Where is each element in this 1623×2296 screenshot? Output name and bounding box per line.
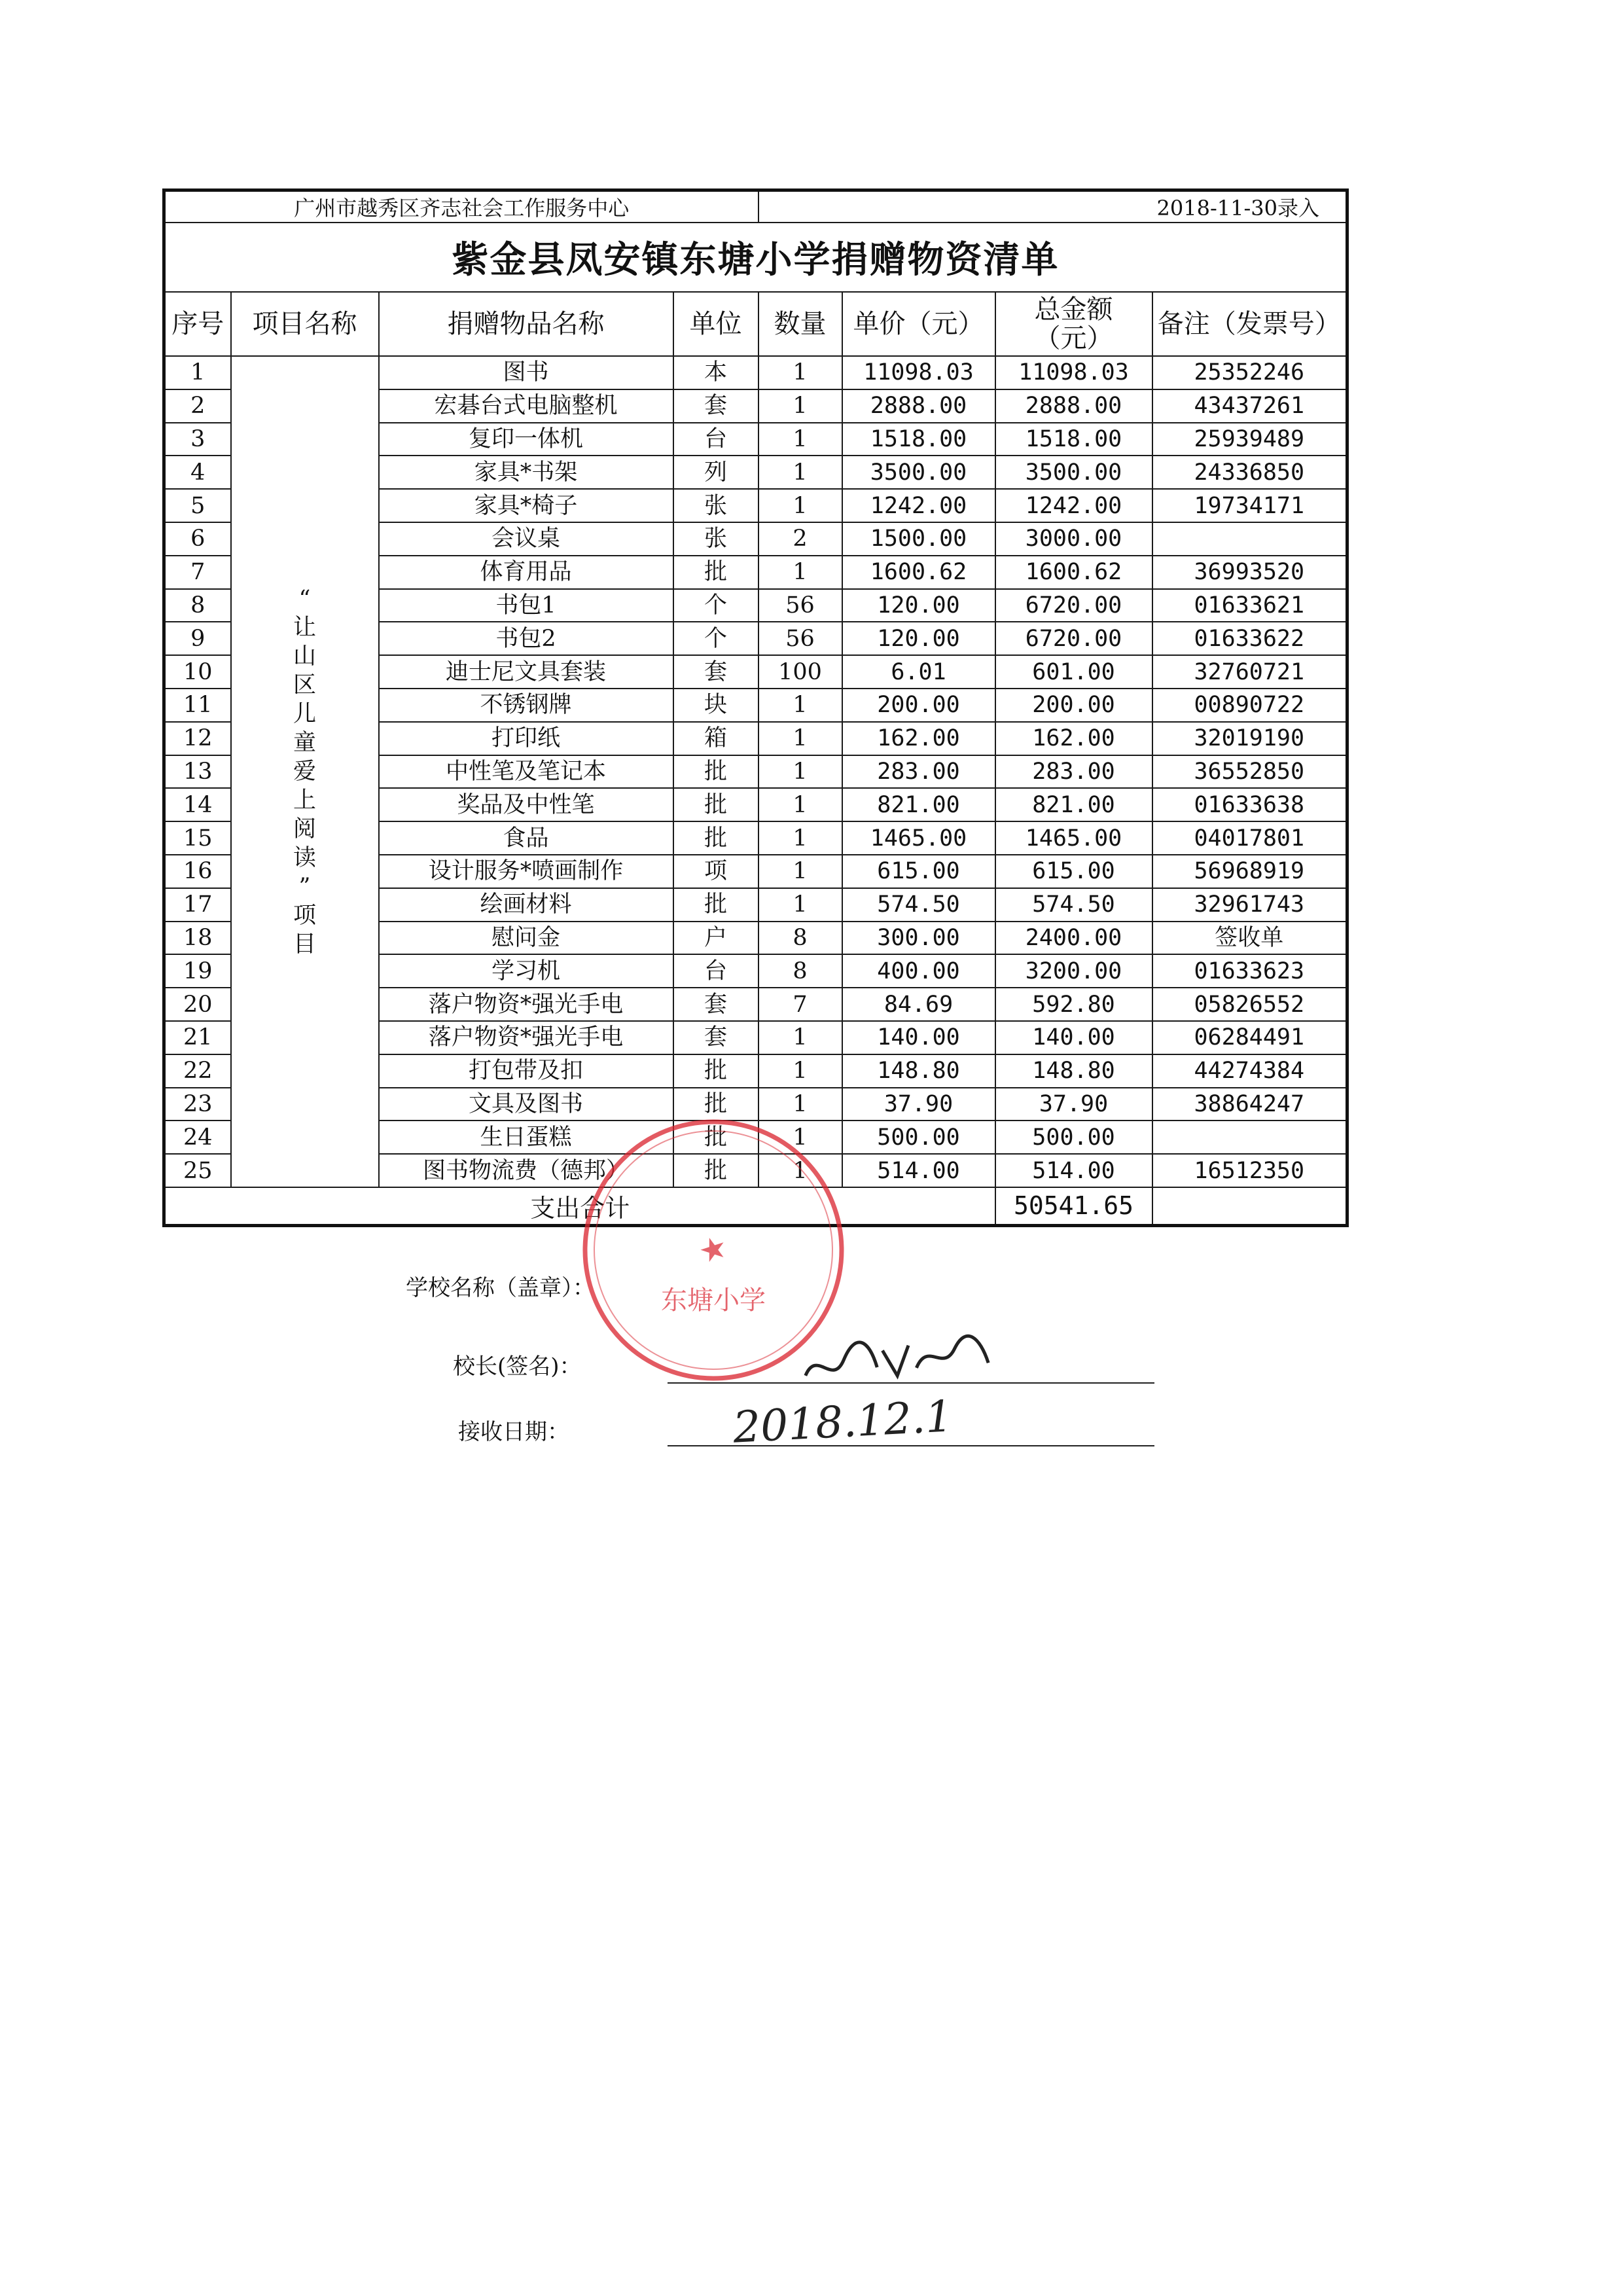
cell-item: 中性笔及笔记本 bbox=[379, 755, 673, 789]
svg-text:★: ★ bbox=[694, 1227, 732, 1272]
cell-total: 500.00 bbox=[995, 1121, 1152, 1154]
project-name-char: 项 bbox=[293, 902, 316, 929]
cell-qty: 1 bbox=[758, 1154, 842, 1187]
cell-price: 148.80 bbox=[842, 1054, 995, 1088]
cell-price: 283.00 bbox=[842, 755, 995, 789]
col-header-total: 总金额（元） bbox=[995, 292, 1152, 356]
cell-item: 奖品及中性笔 bbox=[379, 788, 673, 821]
cell-total: 514.00 bbox=[995, 1154, 1152, 1187]
cell-unit: 批 bbox=[673, 1154, 758, 1187]
cell-unit: 批 bbox=[673, 788, 758, 821]
cell-qty: 1 bbox=[758, 356, 842, 389]
organization-name: 广州市越秀区齐志社会工作服务中心 bbox=[164, 190, 758, 223]
cell-qty: 1 bbox=[758, 1021, 842, 1054]
cell-no: 2 bbox=[164, 389, 231, 423]
cell-qty: 1 bbox=[758, 821, 842, 855]
cell-note: 01633621 bbox=[1152, 589, 1347, 622]
cell-total: 162.00 bbox=[995, 722, 1152, 755]
cell-note: 32961743 bbox=[1152, 888, 1347, 922]
cell-qty: 1 bbox=[758, 1054, 842, 1088]
cell-price: 1600.62 bbox=[842, 556, 995, 589]
cell-total: 1465.00 bbox=[995, 821, 1152, 855]
cell-unit: 箱 bbox=[673, 722, 758, 755]
cell-unit: 套 bbox=[673, 389, 758, 423]
cell-note: 05826552 bbox=[1152, 988, 1347, 1021]
cell-no: 16 bbox=[164, 855, 231, 888]
cell-no: 5 bbox=[164, 489, 231, 522]
cell-note: 44274384 bbox=[1152, 1054, 1347, 1088]
cell-price: 300.00 bbox=[842, 922, 995, 955]
project-name-char: 阅 bbox=[293, 816, 316, 842]
cell-unit: 套 bbox=[673, 655, 758, 689]
cell-total: 601.00 bbox=[995, 655, 1152, 689]
receive-date-handwritten: 2018.12.1 bbox=[732, 1391, 954, 1453]
donation-list-form bbox=[162, 188, 1346, 1227]
cell-item: 学习机 bbox=[379, 954, 673, 988]
project-name-char: 区 bbox=[293, 672, 316, 698]
cell-no: 8 bbox=[164, 589, 231, 622]
cell-price: 37.90 bbox=[842, 1088, 995, 1121]
cell-item: 迪士尼文具套装 bbox=[379, 655, 673, 689]
cell-item: 文具及图书 bbox=[379, 1088, 673, 1121]
cell-total: 3500.00 bbox=[995, 456, 1152, 489]
principal-signature-label: 校长(签名)： bbox=[453, 1354, 582, 1380]
cell-total: 574.50 bbox=[995, 888, 1152, 922]
cell-no: 10 bbox=[164, 655, 231, 689]
project-name-char: ” bbox=[298, 873, 311, 900]
cell-no: 1 bbox=[164, 356, 231, 389]
cell-unit: 张 bbox=[673, 522, 758, 556]
cell-unit: 批 bbox=[673, 1088, 758, 1121]
cell-item: 家具*椅子 bbox=[379, 489, 673, 522]
cell-qty: 1 bbox=[758, 788, 842, 821]
cell-qty: 1 bbox=[758, 755, 842, 789]
cell-item: 落户物资*强光手电 bbox=[379, 988, 673, 1021]
cell-no: 12 bbox=[164, 722, 231, 755]
cell-unit: 列 bbox=[673, 456, 758, 489]
col-header-unit: 单位 bbox=[673, 292, 758, 356]
cell-item: 绘画材料 bbox=[379, 888, 673, 922]
cell-unit: 个 bbox=[673, 622, 758, 655]
cell-qty: 1 bbox=[758, 689, 842, 722]
cell-price: 84.69 bbox=[842, 988, 995, 1021]
cell-price: 615.00 bbox=[842, 855, 995, 888]
total-note bbox=[1152, 1187, 1347, 1226]
cell-qty: 1 bbox=[758, 423, 842, 456]
cell-unit: 张 bbox=[673, 489, 758, 522]
entry-date: 2018-11-30录入 bbox=[758, 190, 1347, 223]
cell-item: 体育用品 bbox=[379, 556, 673, 589]
cell-total: 6720.00 bbox=[995, 589, 1152, 622]
cell-no: 25 bbox=[164, 1154, 231, 1187]
cell-unit: 台 bbox=[673, 423, 758, 456]
cell-total: 615.00 bbox=[995, 855, 1152, 888]
cell-item: 书包2 bbox=[379, 622, 673, 655]
cell-unit: 批 bbox=[673, 1054, 758, 1088]
project-name-char: 上 bbox=[293, 787, 316, 814]
cell-note: 签收单 bbox=[1152, 922, 1347, 955]
cell-price: 1242.00 bbox=[842, 489, 995, 522]
cell-qty: 1 bbox=[758, 855, 842, 888]
cell-total: 148.80 bbox=[995, 1054, 1152, 1088]
col-header-price: 单价（元） bbox=[842, 292, 995, 356]
cell-price: 400.00 bbox=[842, 954, 995, 988]
cell-no: 23 bbox=[164, 1088, 231, 1121]
cell-no: 24 bbox=[164, 1121, 231, 1154]
cell-price: 2888.00 bbox=[842, 389, 995, 423]
col-header-no: 序号 bbox=[164, 292, 231, 356]
cell-note: 04017801 bbox=[1152, 821, 1347, 855]
cell-item: 家具*书架 bbox=[379, 456, 673, 489]
cell-price: 120.00 bbox=[842, 622, 995, 655]
cell-no: 6 bbox=[164, 522, 231, 556]
cell-total: 1242.00 bbox=[995, 489, 1152, 522]
document-title: 紫金县凤安镇东塘小学捐赠物资清单 bbox=[164, 223, 1347, 292]
cell-note: 32760721 bbox=[1152, 655, 1347, 689]
cell-item: 打印纸 bbox=[379, 722, 673, 755]
cell-item: 生日蛋糕 bbox=[379, 1121, 673, 1154]
cell-qty: 2 bbox=[758, 522, 842, 556]
cell-item: 不锈钢牌 bbox=[379, 689, 673, 722]
table-row bbox=[164, 356, 1347, 389]
cell-no: 18 bbox=[164, 922, 231, 955]
cell-no: 17 bbox=[164, 888, 231, 922]
svg-text:东塘小学: 东塘小学 bbox=[661, 1285, 766, 1316]
cell-note: 32019190 bbox=[1152, 722, 1347, 755]
cell-qty: 1 bbox=[758, 1121, 842, 1154]
cell-unit: 本 bbox=[673, 356, 758, 389]
project-name-char: 读 bbox=[293, 844, 316, 871]
project-name-char: “ bbox=[298, 585, 311, 612]
cell-total: 200.00 bbox=[995, 689, 1152, 722]
cell-note: 01633623 bbox=[1152, 954, 1347, 988]
total-value: 50541.65 bbox=[995, 1187, 1152, 1226]
cell-note bbox=[1152, 522, 1347, 556]
cell-price: 120.00 bbox=[842, 589, 995, 622]
school-seal-label: 学校名称（盖章）： bbox=[406, 1275, 595, 1301]
cell-note: 56968919 bbox=[1152, 855, 1347, 888]
cell-price: 821.00 bbox=[842, 788, 995, 821]
cell-no: 15 bbox=[164, 821, 231, 855]
cell-no: 20 bbox=[164, 988, 231, 1021]
cell-unit: 套 bbox=[673, 988, 758, 1021]
cell-total: 3200.00 bbox=[995, 954, 1152, 988]
cell-note: 00890722 bbox=[1152, 689, 1347, 722]
receive-date-label: 接收日期： bbox=[458, 1419, 569, 1445]
cell-note: 25352246 bbox=[1152, 356, 1347, 389]
cell-qty: 1 bbox=[758, 456, 842, 489]
cell-no: 14 bbox=[164, 788, 231, 821]
cell-total: 821.00 bbox=[995, 788, 1152, 821]
project-name-char: 目 bbox=[293, 931, 316, 958]
cell-no: 19 bbox=[164, 954, 231, 988]
cell-note bbox=[1152, 1121, 1347, 1154]
cell-price: 1500.00 bbox=[842, 522, 995, 556]
cell-total: 37.90 bbox=[995, 1088, 1152, 1121]
cell-qty: 1 bbox=[758, 556, 842, 589]
col-header-note: 备注（发票号） bbox=[1152, 292, 1347, 356]
cell-note: 06284491 bbox=[1152, 1021, 1347, 1054]
cell-qty: 1 bbox=[758, 722, 842, 755]
cell-price: 162.00 bbox=[842, 722, 995, 755]
project-name-cell bbox=[231, 356, 379, 1187]
cell-qty: 7 bbox=[758, 988, 842, 1021]
cell-qty: 8 bbox=[758, 954, 842, 988]
cell-price: 200.00 bbox=[842, 689, 995, 722]
cell-price: 140.00 bbox=[842, 1021, 995, 1054]
cell-unit: 块 bbox=[673, 689, 758, 722]
cell-unit: 个 bbox=[673, 589, 758, 622]
cell-total: 1600.62 bbox=[995, 556, 1152, 589]
cell-qty: 8 bbox=[758, 922, 842, 955]
project-name-char: 儿 bbox=[293, 700, 316, 727]
cell-item: 慰问金 bbox=[379, 922, 673, 955]
cell-price: 3500.00 bbox=[842, 456, 995, 489]
cell-qty: 1 bbox=[758, 1088, 842, 1121]
cell-qty: 100 bbox=[758, 655, 842, 689]
cell-price: 500.00 bbox=[842, 1121, 995, 1154]
cell-no: 7 bbox=[164, 556, 231, 589]
cell-qty: 1 bbox=[758, 389, 842, 423]
cell-no: 9 bbox=[164, 622, 231, 655]
cell-total: 2888.00 bbox=[995, 389, 1152, 423]
cell-no: 4 bbox=[164, 456, 231, 489]
cell-price: 1465.00 bbox=[842, 821, 995, 855]
cell-qty: 56 bbox=[758, 589, 842, 622]
cell-unit: 批 bbox=[673, 1121, 758, 1154]
cell-unit: 套 bbox=[673, 1021, 758, 1054]
cell-price: 11098.03 bbox=[842, 356, 995, 389]
cell-item: 宏碁台式电脑整机 bbox=[379, 389, 673, 423]
project-name-char: 爱 bbox=[293, 758, 316, 785]
project-name-char: 让 bbox=[293, 614, 316, 641]
cell-unit: 户 bbox=[673, 922, 758, 955]
cell-price: 6.01 bbox=[842, 655, 995, 689]
cell-note: 19734171 bbox=[1152, 489, 1347, 522]
cell-no: 11 bbox=[164, 689, 231, 722]
cell-unit: 台 bbox=[673, 954, 758, 988]
cell-qty: 1 bbox=[758, 888, 842, 922]
cell-total: 283.00 bbox=[995, 755, 1152, 789]
cell-total: 592.80 bbox=[995, 988, 1152, 1021]
col-header-project: 项目名称 bbox=[231, 292, 379, 356]
cell-unit: 批 bbox=[673, 888, 758, 922]
cell-no: 3 bbox=[164, 423, 231, 456]
cell-unit: 项 bbox=[673, 855, 758, 888]
cell-no: 21 bbox=[164, 1021, 231, 1054]
cell-total: 1518.00 bbox=[995, 423, 1152, 456]
col-header-qty: 数量 bbox=[758, 292, 842, 356]
table-header-row bbox=[164, 292, 1347, 356]
donation-table bbox=[162, 188, 1349, 1227]
cell-unit: 批 bbox=[673, 821, 758, 855]
cell-item: 图书 bbox=[379, 356, 673, 389]
cell-no: 13 bbox=[164, 755, 231, 789]
cell-item: 图书物流费（德邦） bbox=[379, 1154, 673, 1187]
cell-total: 140.00 bbox=[995, 1021, 1152, 1054]
cell-note: 25939489 bbox=[1152, 423, 1347, 456]
project-name-vertical bbox=[285, 584, 325, 959]
cell-note: 36552850 bbox=[1152, 755, 1347, 789]
cell-note: 24336850 bbox=[1152, 456, 1347, 489]
cell-total: 11098.03 bbox=[995, 356, 1152, 389]
cell-unit: 批 bbox=[673, 556, 758, 589]
cell-note: 01633622 bbox=[1152, 622, 1347, 655]
cell-no: 22 bbox=[164, 1054, 231, 1088]
project-name-char: 山 bbox=[293, 643, 316, 670]
cell-note: 38864247 bbox=[1152, 1088, 1347, 1121]
cell-item: 落户物资*强光手电 bbox=[379, 1021, 673, 1054]
cell-item: 书包1 bbox=[379, 589, 673, 622]
total-label: 支出合计 bbox=[164, 1187, 995, 1226]
cell-unit: 批 bbox=[673, 755, 758, 789]
cell-item: 设计服务*喷画制作 bbox=[379, 855, 673, 888]
cell-total: 6720.00 bbox=[995, 622, 1152, 655]
cell-price: 574.50 bbox=[842, 888, 995, 922]
cell-note: 16512350 bbox=[1152, 1154, 1347, 1187]
cell-item: 食品 bbox=[379, 821, 673, 855]
cell-note: 43437261 bbox=[1152, 389, 1347, 423]
cell-price: 514.00 bbox=[842, 1154, 995, 1187]
project-name-char: 童 bbox=[293, 729, 316, 756]
cell-total: 3000.00 bbox=[995, 522, 1152, 556]
cell-item: 会议桌 bbox=[379, 522, 673, 556]
cell-note: 36993520 bbox=[1152, 556, 1347, 589]
cell-qty: 1 bbox=[758, 489, 842, 522]
cell-total: 2400.00 bbox=[995, 922, 1152, 955]
cell-note: 01633638 bbox=[1152, 788, 1347, 821]
cell-item: 复印一体机 bbox=[379, 423, 673, 456]
cell-qty: 56 bbox=[758, 622, 842, 655]
col-header-item: 捐赠物品名称 bbox=[379, 292, 673, 356]
cell-price: 1518.00 bbox=[842, 423, 995, 456]
cell-item: 打包带及扣 bbox=[379, 1054, 673, 1088]
